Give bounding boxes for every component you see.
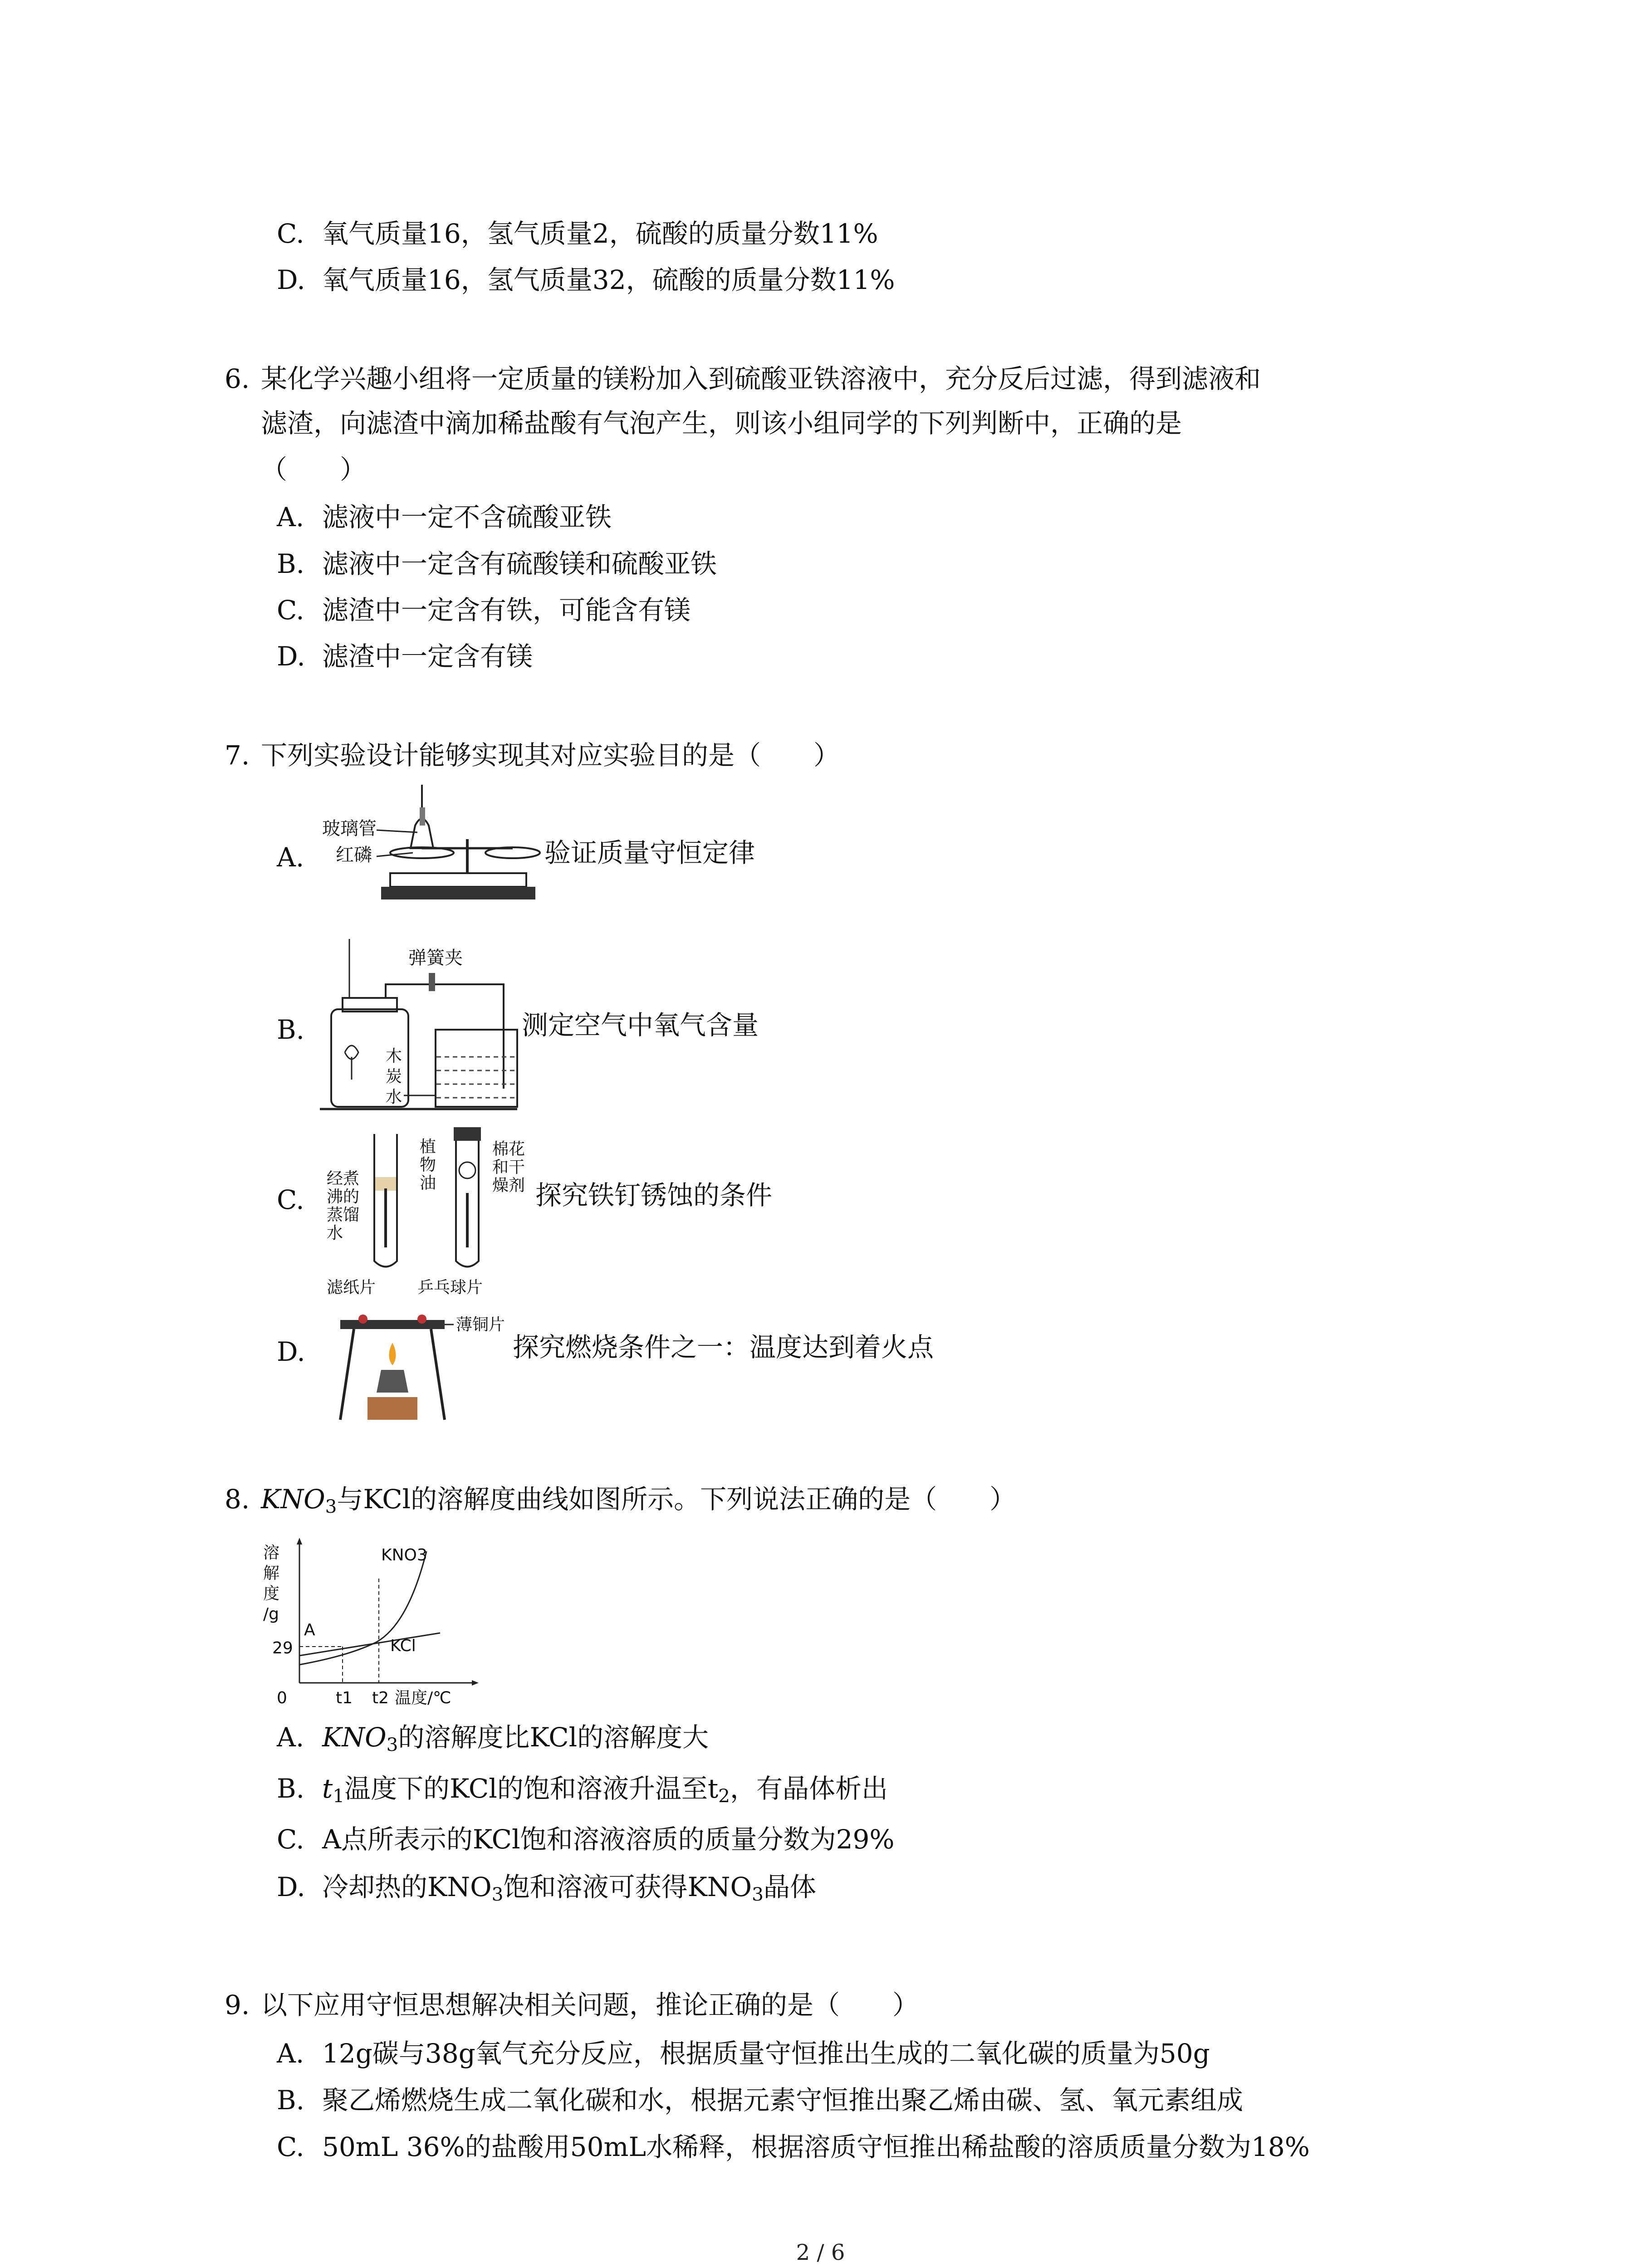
- option-letter: C.: [277, 2131, 304, 2162]
- option-text: 滤渣中一定含有镁: [322, 641, 533, 672]
- option-text: t: [322, 1773, 333, 1804]
- q8-option-b: [277, 1773, 888, 1812]
- option-text: 滤渣中一定含有铁，可能含有镁: [322, 595, 691, 626]
- q5-option-d: [277, 264, 895, 296]
- q9-option-c: [277, 2131, 1310, 2163]
- page-number: 2 / 6: [796, 2240, 845, 2265]
- q9-option-a: [277, 2038, 1210, 2069]
- q7-option-d-letter: D.: [277, 1336, 305, 1367]
- option-text: 温度下的KCl的饱和溶液升温至t: [344, 1773, 719, 1804]
- chart-xlabel: 温度/℃: [395, 1689, 451, 1707]
- q6-stem-line3: [261, 454, 366, 485]
- chart-ylabel-3: 度: [263, 1584, 280, 1603]
- stem-text: 某化学兴趣小组将一定质量的镁粉加入到硫酸亚铁溶液中，充分反后过滤，得到滤液和: [261, 363, 1261, 394]
- q6-option-a: [277, 501, 612, 533]
- solubility-curve-chart: [259, 1533, 495, 1715]
- fig-label-charcoal-2: 炭: [386, 1067, 402, 1086]
- fig-label: 棉花: [492, 1140, 525, 1158]
- option-text: KNO: [322, 1722, 387, 1753]
- option-letter: B.: [277, 548, 305, 579]
- option-letter: C.: [277, 1824, 304, 1855]
- option-text: 50mL 36%的盐酸用50mL水稀释，根据溶质守恒推出稀盐酸的溶质质量分数为18%: [322, 2131, 1310, 2162]
- option-text: 滤液中一定不含硫酸亚铁: [322, 502, 612, 533]
- option-text: ，有晶体析出: [730, 1773, 888, 1804]
- stem-text: （ ）: [261, 454, 367, 485]
- q6-stem-line2: [261, 407, 1182, 439]
- q6-option-b: [277, 548, 717, 580]
- option-letter: C.: [277, 595, 304, 626]
- q6-option-d: [277, 640, 533, 672]
- q7-option-c-letter: C.: [277, 1184, 304, 1215]
- q7-option-c-text: 探究铁钉锈蚀的条件: [535, 1180, 773, 1211]
- option-letter: A.: [277, 2038, 304, 2069]
- option-letter: D.: [277, 641, 305, 672]
- q5-option-c: [277, 218, 878, 249]
- fig-label: 滤纸片: [327, 1278, 376, 1297]
- q7-option-b-letter: B.: [277, 1014, 305, 1045]
- option-text: 氧气质量16，氢气质量32，硫酸的质量分数11%: [322, 264, 895, 295]
- option-text: 12g碳与38g氧气充分反应，根据质量守恒推出生成的二氧化碳的质量为50g: [322, 2038, 1210, 2069]
- question-number: 6.: [225, 363, 250, 394]
- fig-label-glass-tube: 玻璃管: [322, 818, 377, 839]
- chart-ylabel-2: 解: [263, 1564, 280, 1583]
- option-subscript: 2: [718, 1785, 730, 1807]
- chart-x-t1: t1: [336, 1689, 353, 1707]
- stem-text: 下列实验设计能够实现其对应实验目的是（ ）: [261, 740, 840, 771]
- option-text: 晶体: [763, 1872, 816, 1902]
- question-number: 7.: [225, 740, 250, 771]
- chart-origin: 0: [277, 1689, 287, 1707]
- fig-label-spring-clip: 弹簧夹: [408, 948, 463, 968]
- chart-curve-kno3: KNO3: [381, 1546, 427, 1564]
- option-text: 聚乙烯燃烧生成二氧化碳和水，根据元素守恒推出聚乙烯由碳、氢、氧元素组成: [322, 2085, 1244, 2116]
- fig-label: 乒乓球片: [417, 1278, 483, 1297]
- chart-point-a: A: [304, 1621, 315, 1639]
- combustion-figure: [331, 1311, 540, 1433]
- stem-subscript: 3: [325, 1496, 337, 1518]
- option-text: A点所表示的KCl饱和溶液溶质的质量分数为29%: [322, 1824, 895, 1855]
- fig-label-water: 水: [386, 1088, 402, 1106]
- question-number: 9.: [225, 1989, 250, 2020]
- fig-label: 沸的: [327, 1188, 360, 1206]
- balance-apparatus-figure: [318, 780, 544, 907]
- fig-label: 经煮: [327, 1169, 360, 1188]
- stem-text: 以下应用守恒思想解决相关问题，推论正确的是（ ）: [261, 1989, 919, 2020]
- question-number: 8.: [225, 1484, 250, 1515]
- option-subscript: 3: [752, 1883, 764, 1906]
- stem-text: 与KCl的溶解度曲线如图所示。下列说法正确的是（ ）: [337, 1484, 1016, 1515]
- option-subscript: 3: [491, 1883, 504, 1906]
- option-subscript: 3: [386, 1734, 398, 1756]
- fig-label-charcoal-1: 木: [386, 1047, 402, 1066]
- option-text: 氧气质量16，氢气质量2，硫酸的质量分数11%: [322, 218, 878, 249]
- q8-option-a: [277, 1721, 709, 1760]
- oxygen-measurement-figure: [318, 934, 535, 1120]
- fig-label: 植: [420, 1138, 436, 1156]
- fig-label: 水: [327, 1224, 343, 1242]
- q9-option-b: [277, 2084, 1243, 2116]
- fig-label-red-phosphorus: 红磷: [336, 845, 372, 865]
- q9-stem: [225, 1989, 919, 2021]
- q7-option-a-text: 验证质量守恒定律: [544, 837, 755, 868]
- option-letter: A.: [277, 1722, 304, 1753]
- q7-option-a-letter: A.: [277, 842, 304, 873]
- fig-label: 蒸馏: [327, 1206, 360, 1224]
- option-letter: B.: [277, 2085, 305, 2116]
- option-letter: B.: [277, 1773, 305, 1804]
- q6-option-c: [277, 594, 691, 626]
- q7-stem: [225, 739, 840, 771]
- q6-stem-line1: [225, 363, 1261, 395]
- fig-label: 油: [420, 1174, 436, 1193]
- stem-formula: KNO: [261, 1484, 325, 1515]
- option-letter: D.: [277, 264, 305, 295]
- q8-stem: [225, 1483, 1016, 1522]
- fig-label: 物: [420, 1156, 436, 1174]
- q7-option-b-text: 测定空气中氧气含量: [522, 1010, 759, 1041]
- chart-x-t2: t2: [372, 1689, 389, 1707]
- q8-option-d: [277, 1871, 816, 1910]
- chart-y-tick: 29: [272, 1639, 293, 1657]
- stem-text: 滤渣，向滤渣中滴加稀盐酸有气泡产生，则该小组同学的下列判断中，正确的是: [261, 408, 1182, 439]
- chart-ylabel-1: 溶: [263, 1544, 280, 1562]
- option-text: 冷却热的KNO: [322, 1872, 492, 1902]
- option-text: 的溶解度比KCl的溶解度大: [398, 1722, 709, 1753]
- fig-label: 燥剂: [492, 1176, 525, 1195]
- fig-label: 和干: [492, 1158, 525, 1177]
- option-letter: C.: [277, 218, 304, 249]
- q8-option-c: [277, 1823, 895, 1855]
- option-letter: A.: [277, 502, 304, 533]
- fig-label-copper-sheet: 薄铜片: [456, 1315, 505, 1334]
- chart-ylabel-4: /g: [263, 1605, 279, 1623]
- iron-rust-figure: [318, 1125, 535, 1306]
- option-text: 滤液中一定含有硫酸镁和硫酸亚铁: [322, 548, 717, 579]
- q7-option-d-text: 探究燃烧条件之一：温度达到着火点: [513, 1332, 934, 1363]
- option-text: 饱和溶液可获得KNO: [503, 1872, 752, 1902]
- chart-curve-kcl: KCl: [390, 1637, 416, 1655]
- option-letter: D.: [277, 1872, 305, 1902]
- option-subscript: 1: [333, 1785, 345, 1807]
